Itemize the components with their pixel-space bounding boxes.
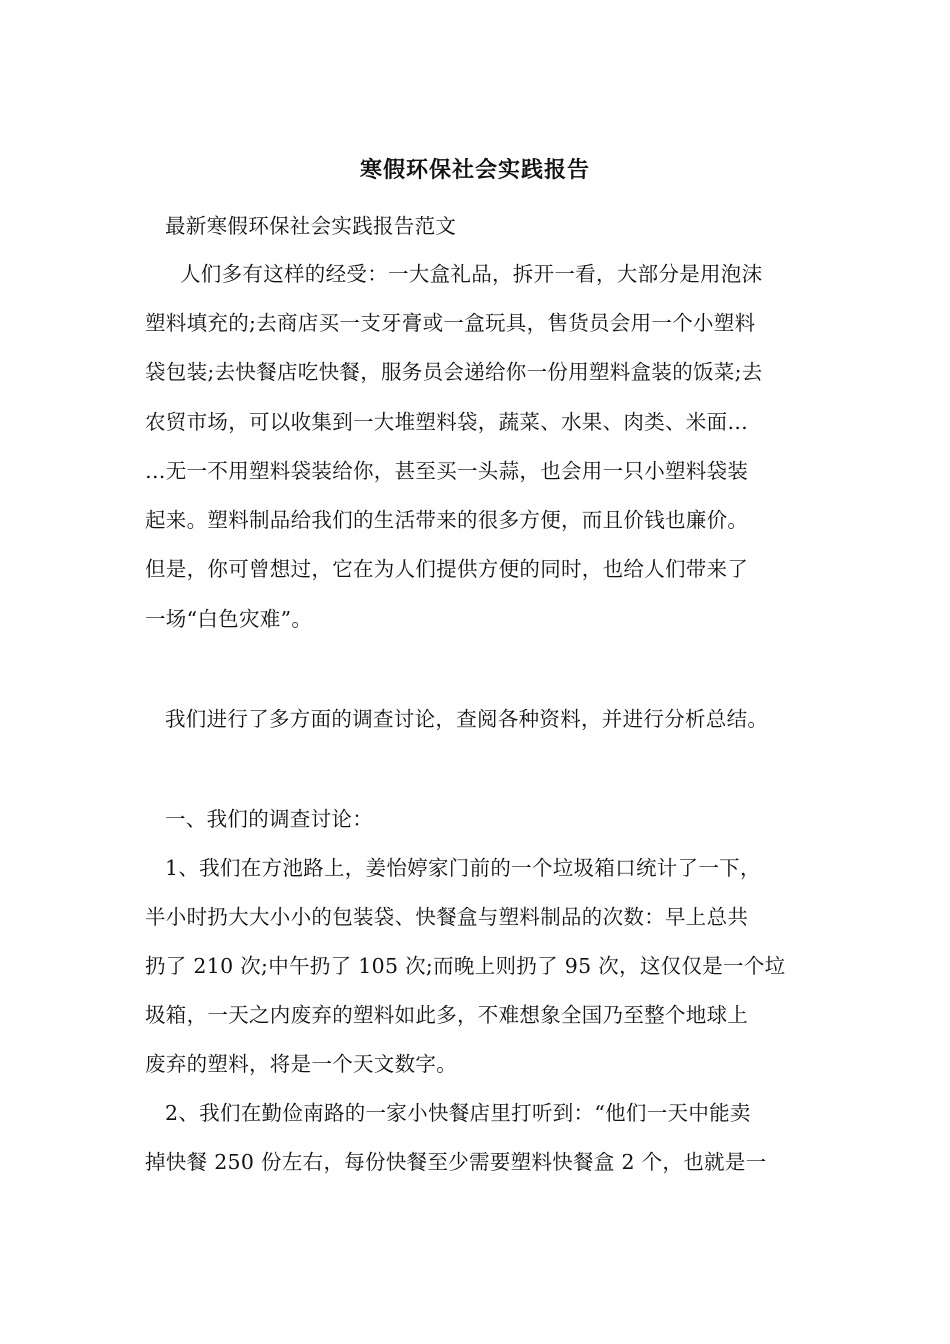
paragraph-line: 一场“白色灾难”。 [145, 607, 313, 631]
paragraph-line: 半小时扔大大小小的包装袋、快餐盒与塑料制品的次数：早上总共 [145, 905, 749, 929]
paragraph-line: 扔了 210 次;中午扔了 105 次;而晚上则扔了 95 次，这仅仅是一个垃 [145, 954, 786, 978]
paragraph-line: 掉快餐 250 份左右，每份快餐至少需要塑料快餐盒 2 个，也就是一 [145, 1150, 767, 1174]
paragraph-line: 农贸市场，可以收集到一大堆塑料袋，蔬菜、水果、肉类、米面… [145, 410, 749, 434]
document-subtitle: 最新寒假环保社会实践报告范文 [165, 214, 457, 238]
document-title: 寒假环保社会实践报告 [359, 157, 590, 183]
paragraph-line: 1、我们在方池路上，姜怡婷家门前的一个垃圾箱口统计了一下， [165, 856, 761, 880]
paragraph-line: 废弃的塑料，将是一个天文数字。 [145, 1052, 457, 1076]
paragraph-line: 圾箱，一天之内废弃的塑料如此多，不难想象全国乃至整个地球上 [145, 1003, 749, 1027]
paragraph-research: 我们进行了多方面的调查讨论，查阅各种资料，并进行分析总结。 [165, 707, 769, 731]
paragraph-line: 袋包装;去快餐店吃快餐，服务员会递给你一份用塑料盒装的饭菜;去 [145, 360, 763, 384]
paragraph-line: 人们多有这样的经受：一大盒礼品，拆开一看，大部分是用泡沫 [180, 262, 763, 286]
paragraph-line: 2、我们在勤俭南路的一家小快餐店里打听到：“他们一天中能卖 [165, 1101, 751, 1125]
paragraph-line: 但是，你可曾想过，它在为人们提供方便的同时，也给人们带来了 [145, 557, 749, 581]
paragraph-line: …无一不用塑料袋装给你，甚至买一头蒜，也会用一只小塑料袋装 [145, 459, 749, 483]
section-heading: 一、我们的调查讨论： [165, 807, 373, 831]
paragraph-line: 起来。塑料制品给我们的生活带来的很多方便，而且价钱也廉价。 [145, 508, 749, 532]
paragraph-line: 塑料填充的;去商店买一支牙膏或一盒玩具，售货员会用一个小塑料 [145, 311, 756, 335]
